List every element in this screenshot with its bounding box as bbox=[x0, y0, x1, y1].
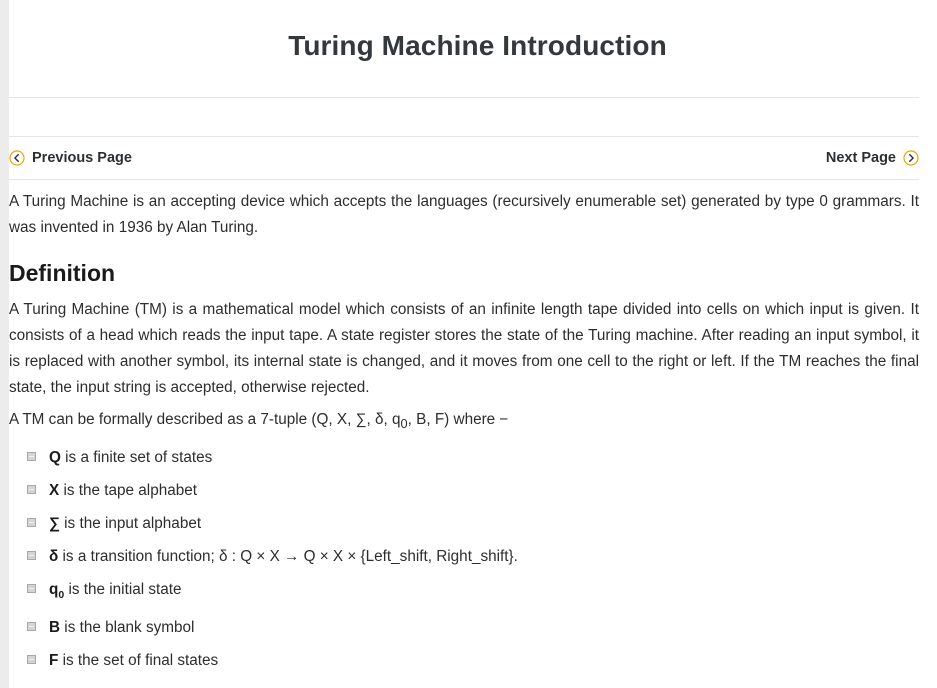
list-bullet-square-icon bbox=[27, 655, 36, 664]
page-root bbox=[9, 0, 937, 688]
tuple-description: is the tape alphabet bbox=[59, 482, 197, 500]
tuple-definition-list bbox=[9, 437, 919, 684]
tuple-description: is a finite set of states bbox=[60, 449, 213, 467]
divider-top bbox=[9, 97, 919, 98]
tuple-symbol-subscript: 0 bbox=[58, 589, 65, 602]
list-item bbox=[9, 448, 919, 481]
list-item bbox=[9, 651, 919, 684]
tuple-symbol: ∑ bbox=[49, 515, 60, 533]
tuple-description: is the initial state bbox=[64, 581, 182, 599]
list-item bbox=[9, 547, 919, 580]
intro-paragraph: A Turing Machine is an accepting device which accepts the languages (recursively enumerable set) generated by type 0 grammars. It was invented in 1936 by Alan Turing. bbox=[9, 193, 919, 237]
list-bullet-square-icon bbox=[27, 518, 36, 527]
list-item bbox=[9, 618, 919, 651]
tuple-intro-after: , B, F) where − bbox=[407, 411, 509, 429]
list-bullet-square-icon bbox=[27, 584, 36, 593]
left-gutter bbox=[0, 0, 9, 688]
list-bullet-square-icon bbox=[27, 452, 36, 461]
list-item bbox=[9, 580, 919, 618]
tuple-symbol: X bbox=[49, 482, 60, 500]
chevron-left-circle-icon bbox=[9, 150, 25, 166]
tuple-intro-line bbox=[9, 401, 919, 437]
tuple-symbol: δ bbox=[49, 548, 59, 566]
next-page-link[interactable] bbox=[826, 150, 919, 166]
chevron-right-circle-icon bbox=[903, 150, 919, 166]
list-bullet-square-icon bbox=[27, 551, 36, 560]
tuple-intro-subscript: 0 bbox=[400, 416, 408, 432]
page-title: Turing Machine Introduction bbox=[288, 30, 667, 61]
definition-paragraph: A Turing Machine (TM) is a mathematical model which consists of an infinite length tape divided into cells on which input is given. It consists of a head which reads the input tape. A state register stores the state of the Turing machine. After reading an input symbol, it is replaced with another symbol, its internal state is changed, and it moves from one cell to the right or left. If the TM reaches the final state, the input string is accepted, otherwise rejected. bbox=[9, 301, 919, 397]
tuple-symbol: $q_0$ bbox=[49, 581, 65, 602]
list-item bbox=[9, 514, 919, 547]
list-bullet-square-icon bbox=[27, 485, 36, 494]
tuple-symbol: B bbox=[49, 619, 61, 637]
list-bullet-square-icon bbox=[27, 622, 36, 631]
tuple-description: is the set of final states bbox=[58, 652, 219, 670]
tuple-description: is the blank symbol bbox=[60, 619, 195, 637]
list-item bbox=[9, 481, 919, 514]
tuple-symbol: F bbox=[49, 652, 59, 670]
previous-page-label: Previous Page bbox=[32, 150, 132, 167]
previous-page-link[interactable] bbox=[9, 150, 132, 166]
article-content bbox=[9, 180, 919, 684]
next-page-label: Next Page bbox=[825, 150, 896, 167]
tuple-symbol: Q bbox=[49, 449, 61, 467]
tuple-description: is the input alphabet bbox=[59, 515, 202, 533]
tuple-description: is a transition function; δ : Q × X → Q × X × {Left_shift, Right_shift}. bbox=[58, 548, 518, 566]
tuple-intro-before: A TM can be formally described as a 7-tuple (Q, X, ∑, δ, q bbox=[9, 411, 401, 429]
definition-heading: Definition bbox=[9, 260, 116, 287]
pagination-nav bbox=[9, 137, 919, 179]
